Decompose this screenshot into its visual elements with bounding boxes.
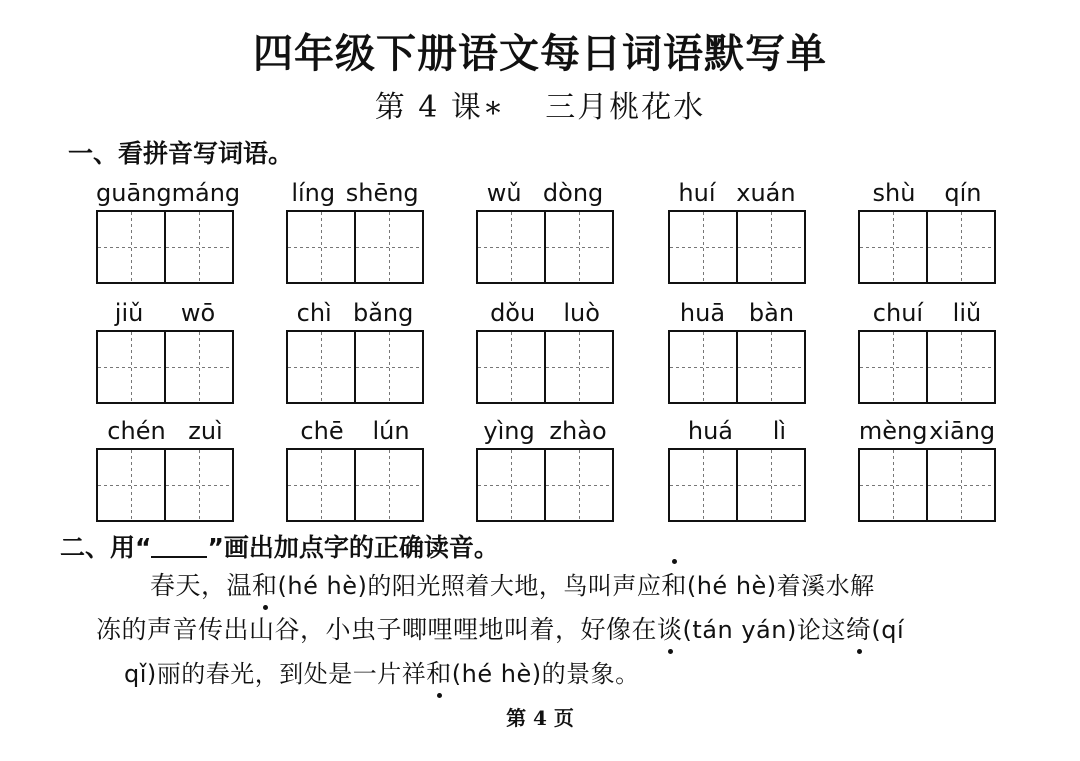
writing-box[interactable] [544,212,612,282]
writing-box[interactable] [354,212,422,282]
pinyin-syllable: zuì [188,417,223,445]
passage-line-2: 冻的声音传出山谷，小虫子唧哩哩地叫着，好像在谈(tán yán)论这绮(qí [96,610,904,646]
pinyin-syllable: lì [772,417,787,445]
writing-boxes [476,330,614,404]
pinyin-syllable: liǔ [952,299,982,327]
writing-boxes [286,210,424,284]
word-item [476,176,614,282]
pinyin-syllable: xuán [736,179,796,207]
word-item [96,296,234,402]
writing-box[interactable] [164,212,232,282]
writing-box[interactable] [736,450,804,520]
pinyin-label [858,296,996,330]
writing-boxes [668,330,806,404]
pinyin-syllable: shēng [345,179,419,207]
pinyin-syllable: xiāng [929,417,996,445]
writing-boxes [96,448,234,522]
dotted-char: 和 [426,654,452,690]
pinyin-syllable: wǔ [486,179,522,207]
pinyin-syllable: chē [300,417,344,445]
pinyin-syllable: huā [679,299,726,327]
writing-box[interactable] [164,450,232,520]
word-item [858,414,996,520]
section-2-title: 二、用“ ”画出加点字的正确读音。 [60,533,499,562]
writing-box[interactable] [670,450,736,520]
word-item [96,176,241,282]
writing-boxes [668,210,806,284]
dotted-char: 谈 [657,610,683,646]
pinyin-syllable: yìng [483,417,535,445]
word-item [286,176,424,282]
writing-boxes [858,210,996,284]
writing-box[interactable] [860,332,926,402]
pinyin-syllable: wō [180,299,216,327]
writing-box[interactable] [288,450,354,520]
underline-sample [151,534,207,558]
writing-box[interactable] [860,212,926,282]
writing-box[interactable] [354,450,422,520]
writing-box[interactable] [478,212,544,282]
writing-box[interactable] [860,450,926,520]
word-item [286,414,424,520]
pinyin-syllable: chì [296,299,332,327]
pinyin-label [476,296,614,330]
writing-box[interactable] [926,450,994,520]
pinyin-syllable: guāng [96,179,172,207]
writing-boxes [286,448,424,522]
pinyin-syllable: bǎng [352,299,414,327]
writing-box[interactable] [926,212,994,282]
writing-box[interactable] [288,332,354,402]
writing-boxes [96,210,234,284]
word-item [476,414,614,520]
writing-boxes [476,448,614,522]
word-item [96,414,234,520]
pinyin-syllable: lún [372,417,410,445]
section-1-title: 一、看拼音写词语。 [68,139,294,168]
lesson-name: 三月桃花水 [545,90,706,125]
dotted-char: 绮 [846,610,872,646]
pinyin-syllable: máng [171,179,241,207]
pinyin-label [96,296,234,330]
writing-boxes [858,448,996,522]
writing-box[interactable] [736,332,804,402]
writing-box[interactable] [544,450,612,520]
pinyin-syllable: líng [291,179,336,207]
pinyin-syllable: shù [872,179,916,207]
pinyin-label [96,176,241,210]
pinyin-label [668,414,806,448]
writing-boxes [858,330,996,404]
pinyin-syllable: jiǔ [114,299,144,327]
writing-box[interactable] [544,332,612,402]
writing-box[interactable] [478,450,544,520]
pinyin-label [476,414,614,448]
word-item [858,296,996,402]
word-item [668,296,806,402]
pinyin-syllable: bàn [748,299,795,327]
pinyin-label [858,414,996,448]
pinyin-syllable: dòng [542,179,604,207]
writing-box[interactable] [164,332,232,402]
writing-boxes [286,330,424,404]
writing-box[interactable] [288,212,354,282]
pinyin-label [286,296,424,330]
writing-box[interactable] [670,332,736,402]
word-item [286,296,424,402]
writing-box[interactable] [98,450,164,520]
pinyin-label [668,176,806,210]
pinyin-label [476,176,614,210]
word-item [668,414,806,520]
pinyin-label [286,414,424,448]
pinyin-label [668,296,806,330]
pinyin-syllable: qín [944,179,982,207]
word-item [476,296,614,402]
writing-box[interactable] [98,332,164,402]
lesson-heading [0,82,1080,126]
pinyin-label [286,176,424,210]
writing-box[interactable] [670,212,736,282]
word-item [858,176,996,282]
pinyin-label [96,414,234,448]
writing-boxes [96,330,234,404]
pinyin-syllable: luò [563,299,600,327]
word-item [668,176,806,282]
writing-boxes [476,210,614,284]
passage-line-1: 春天，温和(hé hè)的阳光照着大地，鸟叫声应和(hé hè)着溪水解 [150,566,875,602]
pinyin-syllable: chén [107,417,166,445]
pinyin-syllable: chuí [872,299,924,327]
pinyin-label [858,176,996,210]
writing-box[interactable] [354,332,422,402]
writing-box[interactable] [926,332,994,402]
pinyin-syllable: huí [678,179,716,207]
dotted-char: 和 [661,566,687,602]
passage-line-3: qǐ)丽的春光，到处是一片祥和(hé hè)的景象。 [124,654,640,690]
pinyin-syllable: dǒu [490,299,536,327]
lesson-number: 第 4 课∗ [374,90,506,125]
writing-box[interactable] [736,212,804,282]
writing-box[interactable] [98,212,164,282]
dotted-char: 和 [252,566,278,602]
writing-boxes [668,448,806,522]
page-number: 第 4 页 [506,706,574,730]
writing-box[interactable] [478,332,544,402]
pinyin-syllable: zhào [549,417,607,445]
pinyin-syllable: mèng [858,417,928,445]
pinyin-syllable: huá [687,417,734,445]
page-title: 四年级下册语文每日词语默写单 [253,30,827,77]
